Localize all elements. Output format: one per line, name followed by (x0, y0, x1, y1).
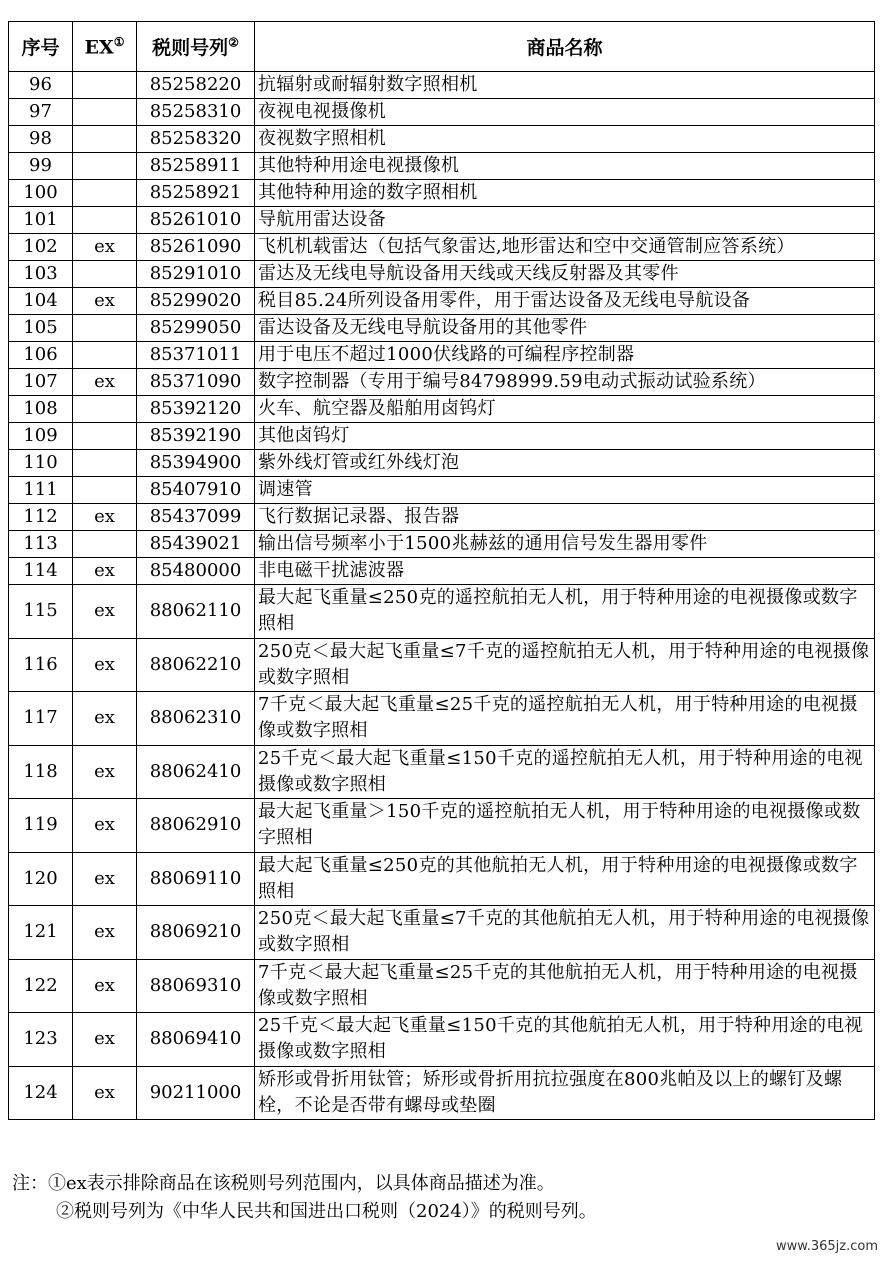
row-seq: 121 (9, 906, 73, 960)
header-name: 商品名称 (255, 22, 875, 72)
row-ex (73, 315, 137, 342)
row-seq: 124 (9, 1066, 73, 1120)
row-ex: ex (73, 558, 137, 585)
row-name: 7千克＜最大起飞重量≤25千克的遥控航拍无人机，用于特种用途的电视摄像或数字照相 (255, 692, 875, 746)
row-code: 85394900 (137, 450, 255, 477)
table-row (9, 558, 875, 585)
table-row (9, 906, 875, 960)
row-name: 矫形或骨折用钛管；矫形或骨折用抗拉强度在800兆帕及以上的螺钉及螺栓，不论是否带有螺母或垫圈 (255, 1066, 875, 1120)
row-seq: 101 (9, 207, 73, 234)
row-ex: ex (73, 369, 137, 396)
row-name: 飞行数据记录器、报告器 (255, 504, 875, 531)
tariff-table (8, 21, 875, 1120)
row-ex (73, 396, 137, 423)
row-code: 85261010 (137, 207, 255, 234)
row-code: 88062410 (137, 745, 255, 799)
table-row (9, 369, 875, 396)
row-seq: 123 (9, 1013, 73, 1067)
row-name: 25千克＜最大起飞重量≤150千克的遥控航拍无人机，用于特种用途的电视摄像或数字照相 (255, 745, 875, 799)
table-body (9, 72, 875, 1120)
row-code: 88069110 (137, 852, 255, 906)
row-ex (73, 207, 137, 234)
row-name: 抗辐射或耐辐射数字照相机 (255, 72, 875, 99)
row-ex: ex (73, 906, 137, 960)
row-code: 85261090 (137, 234, 255, 261)
table-row (9, 126, 875, 153)
table-row (9, 423, 875, 450)
table-row (9, 207, 875, 234)
row-ex (73, 153, 137, 180)
table-row (9, 852, 875, 906)
row-seq: 107 (9, 369, 73, 396)
row-ex: ex (73, 288, 137, 315)
row-name: 紫外线灯管或红外线灯泡 (255, 450, 875, 477)
row-code: 90211000 (137, 1066, 255, 1120)
row-ex: ex (73, 959, 137, 1013)
table-row (9, 342, 875, 369)
row-ex (73, 450, 137, 477)
row-seq: 108 (9, 396, 73, 423)
row-code: 85439021 (137, 531, 255, 558)
row-name: 最大起飞重量≤250克的遥控航拍无人机，用于特种用途的电视摄像或数字照相 (255, 585, 875, 639)
row-seq: 96 (9, 72, 73, 99)
table-row (9, 959, 875, 1013)
header-ex: EX① (73, 22, 137, 72)
table-row (9, 396, 875, 423)
row-name: 25千克＜最大起飞重量≤150千克的其他航拍无人机，用于特种用途的电视摄像或数字照相 (255, 1013, 875, 1067)
row-name: 税目85.24所列设备用零件，用于雷达设备及无线电导航设备 (255, 288, 875, 315)
row-code: 85371090 (137, 369, 255, 396)
table-row (9, 72, 875, 99)
row-code: 85299050 (137, 315, 255, 342)
row-name: 其他特种用途电视摄像机 (255, 153, 875, 180)
row-name: 250克＜最大起飞重量≤7千克的其他航拍无人机，用于特种用途的电视摄像或数字照相 (255, 906, 875, 960)
row-code: 85299020 (137, 288, 255, 315)
row-name: 飞机机载雷达（包括气象雷达,地形雷达和空中交通管制应答系统） (255, 234, 875, 261)
table-row (9, 638, 875, 692)
row-seq: 110 (9, 450, 73, 477)
row-name: 雷达设备及无线电导航设备用的其他零件 (255, 315, 875, 342)
row-seq: 105 (9, 315, 73, 342)
row-ex (73, 180, 137, 207)
table-row (9, 288, 875, 315)
row-ex (73, 423, 137, 450)
row-name: 雷达及无线电导航设备用天线或天线反射器及其零件 (255, 261, 875, 288)
row-seq: 122 (9, 959, 73, 1013)
row-seq: 117 (9, 692, 73, 746)
row-seq: 112 (9, 504, 73, 531)
row-ex (73, 477, 137, 504)
row-name: 调速管 (255, 477, 875, 504)
row-ex: ex (73, 852, 137, 906)
row-seq: 106 (9, 342, 73, 369)
row-name: 最大起飞重量≤250克的其他航拍无人机，用于特种用途的电视摄像或数字照相 (255, 852, 875, 906)
row-code: 85258310 (137, 99, 255, 126)
row-seq: 115 (9, 585, 73, 639)
table-row (9, 234, 875, 261)
row-code: 85480000 (137, 558, 255, 585)
row-name: 其他卤钨灯 (255, 423, 875, 450)
row-code: 88069410 (137, 1013, 255, 1067)
row-code: 85258320 (137, 126, 255, 153)
row-code: 85437099 (137, 504, 255, 531)
table-row (9, 99, 875, 126)
row-ex (73, 72, 137, 99)
row-seq: 120 (9, 852, 73, 906)
row-seq: 102 (9, 234, 73, 261)
row-seq: 103 (9, 261, 73, 288)
row-name: 其他特种用途的数字照相机 (255, 180, 875, 207)
row-code: 85258911 (137, 153, 255, 180)
row-name: 用于电压不超过1000伏线路的可编程序控制器 (255, 342, 875, 369)
row-ex: ex (73, 692, 137, 746)
row-name: 数字控制器（专用于编号84798999.59电动式振动试验系统） (255, 369, 875, 396)
table-row (9, 1013, 875, 1067)
row-seq: 100 (9, 180, 73, 207)
row-seq: 104 (9, 288, 73, 315)
row-ex: ex (73, 1066, 137, 1120)
row-ex (73, 342, 137, 369)
row-name: 7千克＜最大起飞重量≤25千克的其他航拍无人机，用于特种用途的电视摄像或数字照相 (255, 959, 875, 1013)
table-row (9, 692, 875, 746)
row-name: 非电磁干扰滤波器 (255, 558, 875, 585)
row-seq: 98 (9, 126, 73, 153)
table-row (9, 477, 875, 504)
row-code: 88062310 (137, 692, 255, 746)
row-name: 最大起飞重量＞150千克的遥控航拍无人机，用于特种用途的电视摄像或数字照相 (255, 799, 875, 853)
row-code: 88062110 (137, 585, 255, 639)
row-ex: ex (73, 585, 137, 639)
row-seq: 109 (9, 423, 73, 450)
row-name: 火车、航空器及船舶用卤钨灯 (255, 396, 875, 423)
table-row (9, 180, 875, 207)
row-code: 88069210 (137, 906, 255, 960)
row-ex (73, 531, 137, 558)
row-seq: 99 (9, 153, 73, 180)
row-ex: ex (73, 638, 137, 692)
row-code: 85291010 (137, 261, 255, 288)
table-row (9, 585, 875, 639)
watermark: www.365jz.com (776, 1239, 878, 1254)
row-name: 夜视数字照相机 (255, 126, 875, 153)
row-code: 85258921 (137, 180, 255, 207)
row-ex: ex (73, 234, 137, 261)
row-name: 输出信号频率小于1500兆赫兹的通用信号发生器用零件 (255, 531, 875, 558)
row-code: 88062210 (137, 638, 255, 692)
row-ex: ex (73, 504, 137, 531)
table-row (9, 799, 875, 853)
table-row (9, 531, 875, 558)
table-row (9, 153, 875, 180)
row-ex (73, 261, 137, 288)
footnotes (12, 1170, 597, 1226)
table-header-row (9, 22, 875, 72)
row-name: 250克＜最大起飞重量≤7千克的遥控航拍无人机，用于特种用途的电视摄像或数字照相 (255, 638, 875, 692)
row-seq: 119 (9, 799, 73, 853)
row-seq: 118 (9, 745, 73, 799)
row-code: 85392120 (137, 396, 255, 423)
row-name: 夜视电视摄像机 (255, 99, 875, 126)
table-row (9, 261, 875, 288)
footnote-1: 注：①ex表示排除商品在该税则号列范围内，以具体商品描述为准。 (12, 1173, 555, 1194)
row-ex (73, 126, 137, 153)
row-ex: ex (73, 745, 137, 799)
row-name: 导航用雷达设备 (255, 207, 875, 234)
row-ex: ex (73, 1013, 137, 1067)
table-row (9, 1066, 875, 1120)
table-row (9, 745, 875, 799)
header-seq: 序号 (9, 22, 73, 72)
table-row (9, 450, 875, 477)
row-seq: 97 (9, 99, 73, 126)
row-ex (73, 99, 137, 126)
row-code: 88062910 (137, 799, 255, 853)
row-code: 88069310 (137, 959, 255, 1013)
row-code: 85407910 (137, 477, 255, 504)
row-code: 85258220 (137, 72, 255, 99)
row-seq: 116 (9, 638, 73, 692)
row-code: 85392190 (137, 423, 255, 450)
row-seq: 111 (9, 477, 73, 504)
table-row (9, 504, 875, 531)
footnote-2: ②税则号列为《中华人民共和国进出口税则（2024）》的税则号列。 (56, 1201, 597, 1222)
row-seq: 113 (9, 531, 73, 558)
row-seq: 114 (9, 558, 73, 585)
row-code: 85371011 (137, 342, 255, 369)
table-row (9, 315, 875, 342)
header-code: 税则号列② (137, 22, 255, 72)
row-ex: ex (73, 799, 137, 853)
